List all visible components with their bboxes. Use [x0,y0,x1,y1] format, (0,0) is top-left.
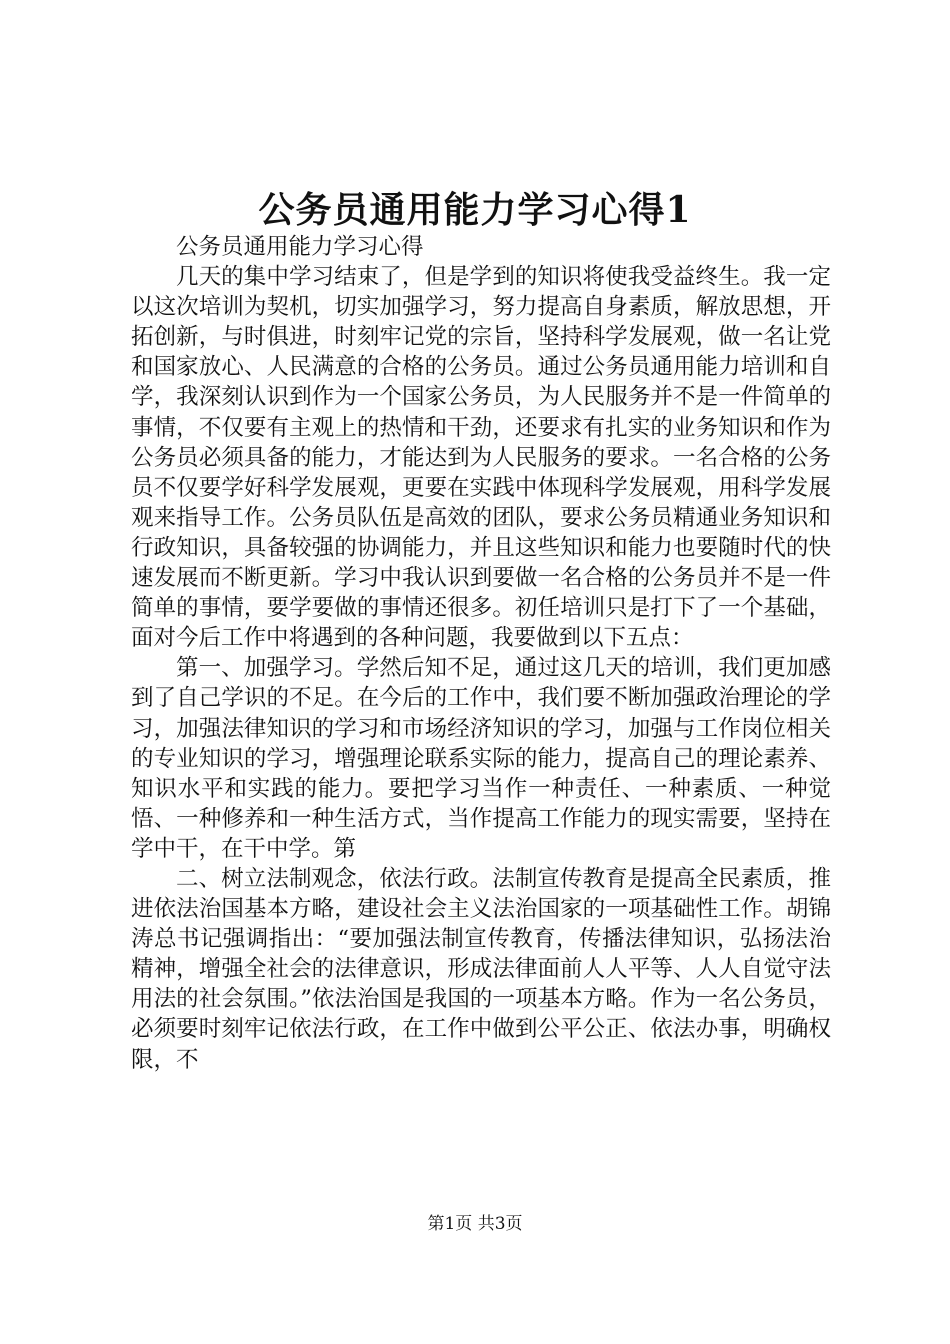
body-paragraph-first-point: 第一、加强学习。学然后知不足，通过这几天的培训，我们更加感到了自己学识的不足。在今后的工作中，我们要不断加强政治理论的学习，加强法律知识的学习和市场经济知识的学习，加强与工作岗位相关的专业知识的学习，增强理论联系实际的能力，提高自己的理论素养、知识水平和实践的能力。要把学习当作一种责任、一种素质、一种觉悟、一种修养和一种生活方式，当作提高工作能力的现实需要，坚持在学中干，在干中学。第 [131,655,831,862]
body-paragraph-second-point: 二、树立法制观念，依法行政。法制宣传教育是提高全民素质，推进依法治国基本方略，建设社会主义法治国家的一项基础性工作。胡锦涛总书记强调指出：“要加强法制宣传教育，传播法律知识，弘扬法治精神，增强全社会的法律意识，形成法律面前人人平等、人人自觉守法用法的社会氛围。”依法治国是我国的一项基本方略。作为一名公务员，必须要时刻牢记依法行政，在工作中做到公平公正、依法办事，明确权限，不 [131,865,831,1073]
body-paragraph-intro: 几天的集中学习结束了，但是学到的知识将使我受益终生。我一定以这次培训为契机，切实加强学习，努力提高自身素质，解放思想，开拓创新，与时俱进，时刻牢记党的宗旨，坚持科学发展观，做一名让党和国家放心、人民满意的合格的公务员。通过公务员通用能力培训和自学，我深刻认识到作为一个国家公务员，为人民服务并不是一件简单的事情，不仅要有主观上的热情和干劲，还要求有扎实的业务知识和作为公务员必须具备的能力，才能达到为人民服务的要求。一名合格的公务员不仅要学好科学发展观，更要在实践中体现科学发展观，用科学发展观来指导工作。公务员队伍是高效的团队，要求公务员精通业务知识和行政知识，具备较强的协调能力，并且这些知识和能力也要随时代的快速发展而不断更新。学习中我认识到要做一名合格的公务员并不是一件简单的事情，要学要做的事情还很多。初任培训只是打下了一个基础，面对今后工作中将遇到的各种问题，我要做到以下五点： [131,264,831,652]
page-number-footer: 第1页 共3页 [427,1214,523,1234]
document-body [131,232,831,1075]
subtitle-paragraph: 公务员通用能力学习心得 [176,234,424,260]
document-title: 公务员通用能力学习心得1 [258,189,692,231]
